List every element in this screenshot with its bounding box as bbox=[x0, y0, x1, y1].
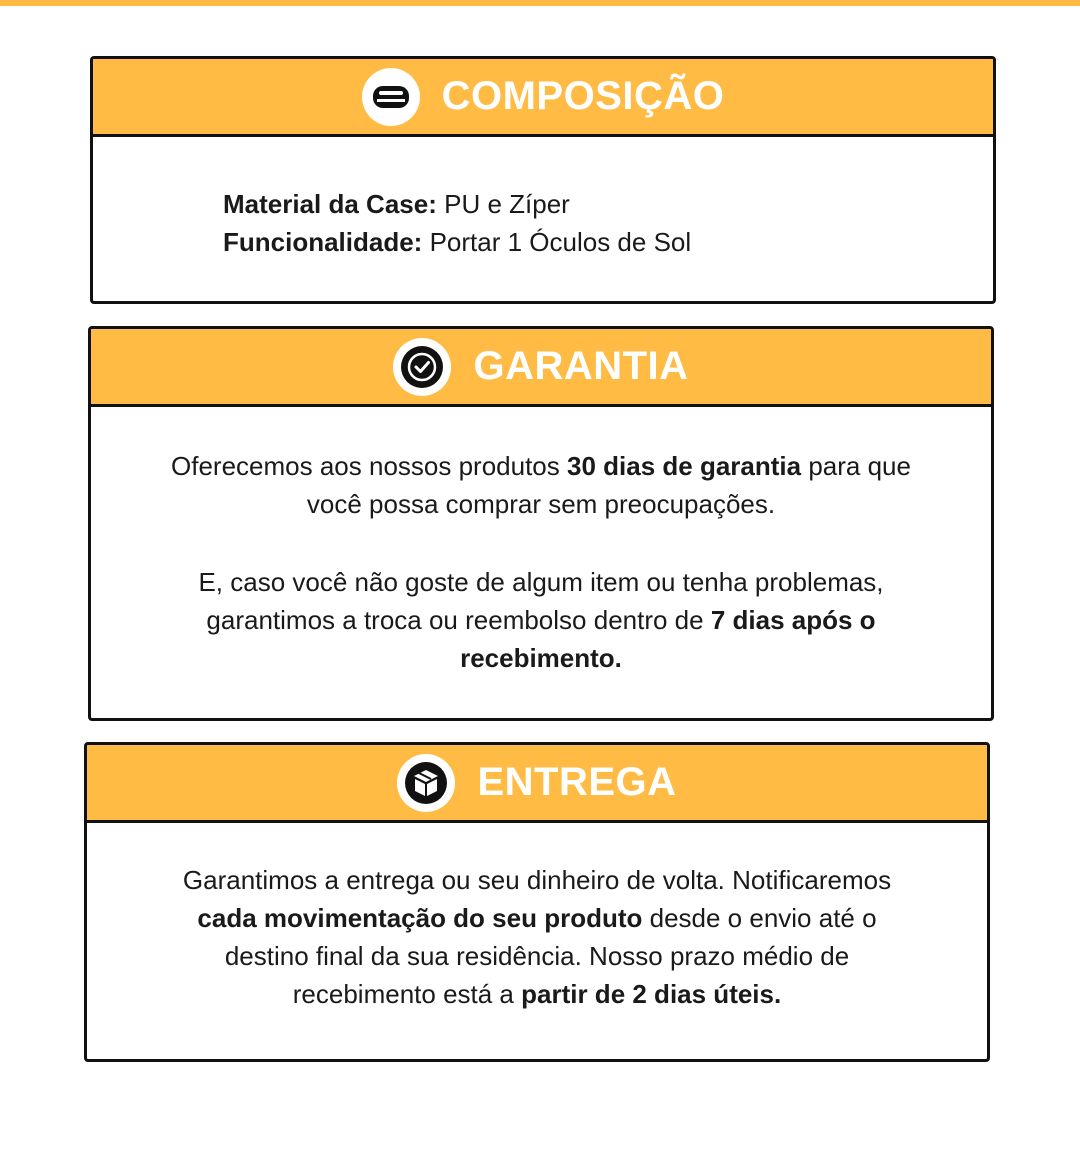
entrega-body bbox=[87, 823, 987, 1013]
top-accent-bar bbox=[0, 0, 1080, 6]
garantia-line-2: você possa comprar sem preocupações. bbox=[306, 489, 776, 519]
garantia-line-5: recebimento. bbox=[460, 643, 622, 673]
package-icon bbox=[397, 754, 455, 812]
garantia-line-4: garantimos a troca ou reembolso dentro de 7 dias após o bbox=[206, 605, 876, 635]
garantia-line-1: Oferecemos aos nossos produtos 30 dias de garantia para que bbox=[171, 451, 911, 481]
composicao-title: COMPOSIÇÃO bbox=[441, 74, 725, 118]
composicao-row-funcionalidade: Funcionalidade: Portar 1 Óculos de Sol bbox=[223, 227, 692, 257]
entrega-card bbox=[84, 742, 990, 1062]
composicao-header bbox=[93, 59, 993, 137]
entrega-line-1: Garantimos a entrega ou seu dinheiro de volta. Notificaremos bbox=[182, 865, 892, 895]
entrega-title: ENTREGA bbox=[477, 760, 677, 804]
garantia-line-3: E, caso você não goste de algum item ou tenha problemas, bbox=[198, 567, 884, 597]
garantia-header bbox=[91, 329, 991, 407]
entrega-line-3: destino final da sua residência. Nosso prazo médio de bbox=[224, 941, 850, 971]
check-badge-icon bbox=[393, 338, 451, 396]
entrega-header bbox=[87, 745, 987, 823]
garantia-spacer bbox=[91, 523, 991, 563]
garantia-card bbox=[88, 326, 994, 721]
garantia-title: GARANTIA bbox=[473, 344, 689, 388]
entrega-line-4: recebimento está a partir de 2 dias úteis. bbox=[292, 979, 782, 1009]
garantia-body bbox=[91, 407, 991, 677]
composicao-row-material: Material da Case: PU e Zíper bbox=[223, 189, 570, 219]
case-icon bbox=[362, 68, 420, 126]
composicao-body bbox=[93, 137, 993, 261]
entrega-line-2: cada movimentação do seu produto desde o envio até o bbox=[197, 903, 877, 933]
composicao-card bbox=[90, 56, 996, 304]
